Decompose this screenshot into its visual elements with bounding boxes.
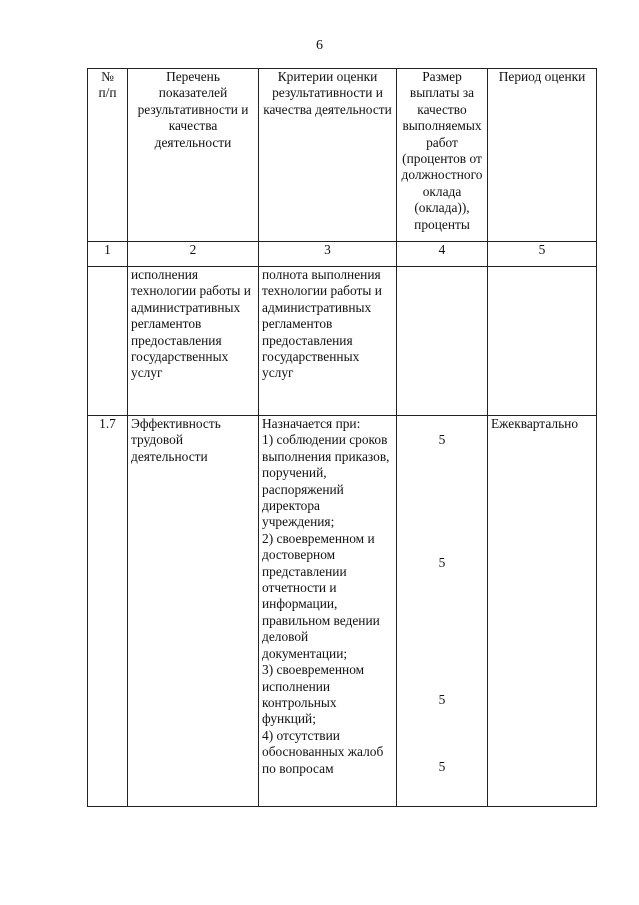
table-header-row	[88, 69, 597, 242]
amount-value: 5	[438, 692, 446, 707]
header-payment-size: Размер выплаты за качество выполняемых работ (процентов от должностного оклада (оклада)), проценты	[397, 69, 488, 242]
period-cell: Ежеквартально	[488, 416, 597, 807]
table-row	[88, 416, 597, 807]
amount-cell	[397, 416, 488, 807]
indicator-cell: исполнения технологии работы и административных регламентов предоставления государственных услуг	[128, 267, 259, 416]
column-number: 3	[259, 242, 397, 267]
amount-cell	[397, 267, 488, 416]
amount-value: 5	[438, 759, 446, 774]
column-number: 4	[397, 242, 488, 267]
period-cell	[488, 267, 597, 416]
criteria-cell: полнота выполнения технологии работы и административных регламентов предоставления государственных услуг	[259, 267, 397, 416]
criteria-cell: Назначается при: 1) соблюдении сроков выполнения приказов, поручений, распоряжений директора учреждения; 2) своевременном и достоверном представлении отчетности и информации, правильном ведении деловой документации; 3) своевременном исполнении контрольных функций; 4) отсутствии обоснованных жалоб по вопросам	[259, 416, 397, 807]
page-number: 6	[316, 38, 323, 53]
column-number: 5	[488, 242, 597, 267]
amount-value: 5	[438, 555, 446, 570]
amount-value: 5	[438, 432, 446, 447]
table-row	[88, 267, 597, 416]
criteria-table	[87, 68, 597, 807]
header-indicators: Перечень показателей результативности и качества деятельности	[128, 69, 259, 242]
column-number: 2	[128, 242, 259, 267]
row-number-cell	[88, 267, 128, 416]
indicator-cell: Эффективность трудовой деятельности	[128, 416, 259, 807]
header-number: № п/п	[88, 69, 128, 242]
header-period: Период оценки	[488, 69, 597, 242]
column-number-row	[88, 242, 597, 267]
header-criteria: Критерии оценки результативности и качества деятельности	[259, 69, 397, 242]
row-number-cell: 1.7	[88, 416, 128, 807]
column-number: 1	[88, 242, 128, 267]
